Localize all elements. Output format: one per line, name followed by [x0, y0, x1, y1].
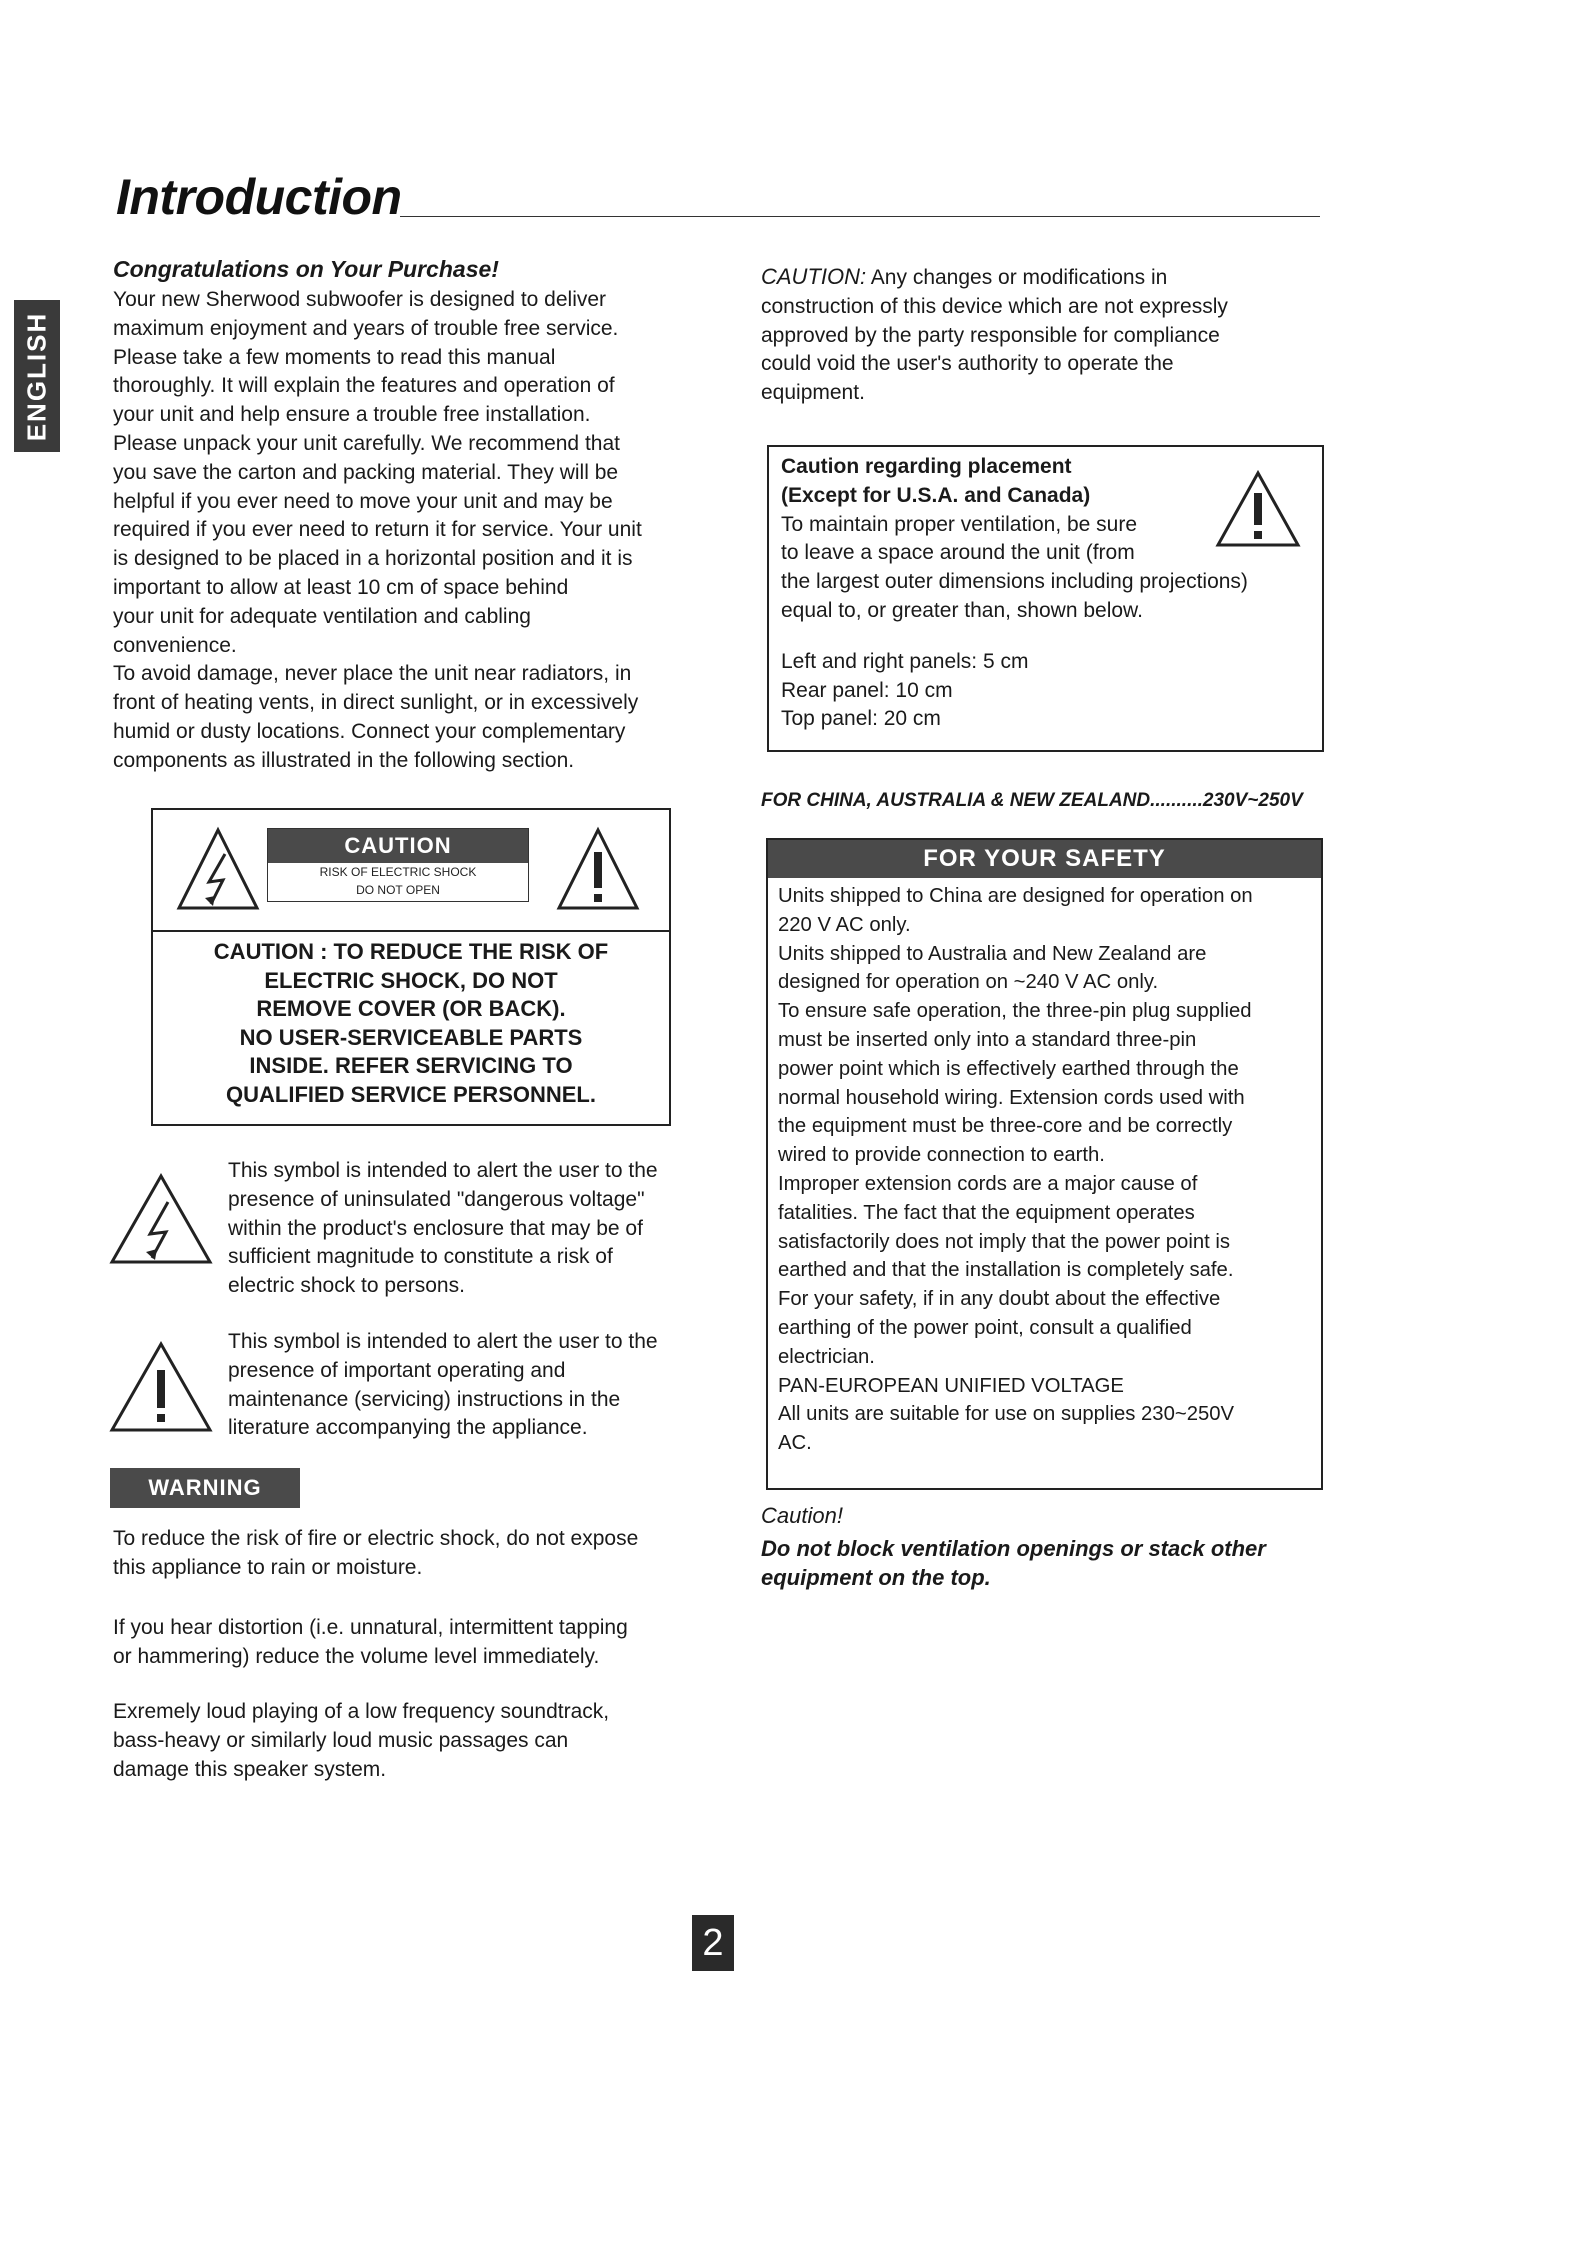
warning-line: If you hear distortion (i.e. unnatural, intermittent tapping — [113, 1616, 628, 1639]
symbol2-line: literature accompanying the appliance. — [228, 1416, 588, 1440]
exclamation-symbol-icon — [108, 1340, 214, 1434]
placement-dim: Left and right panels: 5 cm — [781, 649, 1029, 673]
exclamation-warning-icon — [555, 826, 641, 912]
safety-line: the equipment must be three-core and be correctly — [778, 1115, 1233, 1138]
intro-text — [113, 286, 723, 776]
warning-paragraph-1 — [113, 1525, 723, 1583]
warning-line: or hammering) reduce the volume level immediately. — [113, 1644, 600, 1668]
safety-line: All units are suitable for use on supplies 230~250V — [778, 1403, 1235, 1426]
intro-line: required if you ever need to return it for service. Your unit — [113, 518, 642, 542]
caution-text-line: INSIDE. REFER SERVICING TO — [249, 1053, 573, 1078]
placement-line: to leave a space around the unit (from — [781, 541, 1135, 565]
intro-line: you save the carton and packing material. They will be — [113, 460, 619, 484]
placement-line: To maintain proper ventilation, be sure — [781, 512, 1138, 536]
safety-line: PAN-EUROPEAN UNIFIED VOLTAGE — [778, 1374, 1124, 1397]
page-title: Introduction — [116, 169, 402, 225]
safety-line: Units shipped to Australia and New Zealand are — [778, 942, 1207, 965]
safety-box — [766, 838, 1323, 1490]
intro-line: Your new Sherwood subwoofer is designed to deliver — [113, 288, 607, 311]
placement-dim: Top panel: 20 cm — [781, 707, 941, 731]
intro-line: components as illustrated in the following section. — [113, 748, 575, 772]
intro-line: humid or dusty locations. Connect your complementary — [113, 719, 626, 743]
symbol2-text — [228, 1328, 728, 1443]
symbol1-text — [228, 1157, 728, 1301]
intro-line: To avoid damage, never place the unit near radiators, in — [113, 662, 632, 686]
lightning-warning-icon — [175, 826, 261, 912]
intro-line: thoroughly. It will explain the features and operation of — [113, 374, 615, 398]
symbol1-line: presence of uninsulated "dangerous voltage" — [228, 1187, 645, 1211]
caution-text-line: REMOVE COVER (OR BACK). — [256, 996, 566, 1021]
intro-line: your unit for adequate ventilation and cabling — [113, 604, 531, 628]
safety-line: earthing of the power point, consult a qualified — [778, 1316, 1192, 1339]
language-tab-label: ENGLISH — [21, 311, 52, 441]
safety-title: FOR YOUR SAFETY — [768, 840, 1321, 878]
safety-line: Improper extension cords are a major cause of — [778, 1172, 1198, 1195]
intro-line: is designed to be placed in a horizontal position and it is — [113, 547, 633, 571]
symbol2-line: presence of important operating and — [228, 1358, 566, 1382]
page-number: 2 — [692, 1915, 734, 1971]
safety-line: normal household wiring. Extension cords used with — [778, 1086, 1245, 1109]
symbol1-line: electric shock to persons. — [228, 1274, 465, 1298]
intro-line: Please take a few moments to read this manual — [113, 345, 556, 369]
warning-line: this appliance to rain or moisture. — [113, 1555, 423, 1579]
language-tab — [14, 300, 60, 452]
intro-line: Please unpack your unit carefully. We recommend that — [113, 431, 620, 455]
safety-line: fatalities. The fact that the equipment operates — [778, 1201, 1195, 1224]
fcc-caution — [761, 263, 1321, 408]
fcc-caution-line: could void the user's authority to operate the — [761, 352, 1174, 376]
final-caution-line: equipment on the top. — [761, 1564, 991, 1590]
caution-text-line: CAUTION : TO REDUCE THE RISK OF — [213, 939, 609, 964]
warning-line: To reduce the risk of fire or electric shock, do not expose — [113, 1527, 639, 1550]
caution-text-line: ELECTRIC SHOCK, DO NOT — [264, 967, 558, 993]
intro-line: your unit and help ensure a trouble free installation. — [113, 403, 591, 427]
intro-line: maximum enjoyment and years of trouble free service. — [113, 316, 619, 340]
warning-paragraph-3 — [113, 1698, 723, 1784]
safety-line: For your safety, if in any doubt about the effective — [778, 1288, 1221, 1311]
caution-text-line: NO USER-SERVICEABLE PARTS — [239, 1024, 583, 1050]
safety-line: power point which is effectively earthed through the — [778, 1057, 1239, 1080]
region-voltage-line: FOR CHINA, AUSTRALIA & NEW ZEALAND..........230V~250V — [761, 790, 1303, 811]
intro-line: convenience. — [113, 633, 237, 657]
placement-heading-2: (Except for U.S.A. and Canada) — [781, 483, 1091, 507]
safety-line: electrician. — [778, 1345, 875, 1368]
warning-line: bass-heavy or similarly loud music passages can — [113, 1728, 569, 1752]
fcc-caution-line: equipment. — [761, 381, 865, 405]
caution-label — [267, 828, 529, 902]
final-caution — [761, 1503, 1321, 1593]
placement-line: equal to, or greater than, shown below. — [781, 598, 1143, 622]
fcc-caution-line-1 — [761, 263, 1321, 293]
fcc-caution-prefix: CAUTION: — [761, 264, 867, 289]
safety-line: must be inserted only into a standard three-pin — [778, 1028, 1197, 1051]
symbol1-line: within the product's enclosure that may be of — [228, 1216, 643, 1240]
warning-paragraph-2 — [113, 1614, 723, 1672]
safety-line: wired to provide connection to earth. — [778, 1144, 1105, 1167]
safety-line: AC. — [778, 1432, 812, 1455]
final-caution-line: Do not block ventilation openings or stack other — [761, 1536, 1266, 1561]
final-caution-heading: Caution! — [761, 1503, 843, 1528]
safety-line: earthed and that the installation is completely safe. — [778, 1259, 1234, 1282]
caution-label-line2: DO NOT OPEN — [356, 883, 440, 897]
caution-text — [153, 938, 669, 1109]
shock-caution-box — [151, 808, 671, 1126]
caution-text-line: QUALIFIED SERVICE PERSONNEL. — [226, 1081, 596, 1107]
caution-label-line1: RISK OF ELECTRIC SHOCK — [319, 865, 477, 879]
safety-line: Units shipped to China are designed for operation on — [778, 885, 1253, 907]
fcc-caution-line: approved by the party responsible for compliance — [761, 323, 1220, 347]
warning-line: damage this speaker system. — [113, 1757, 387, 1781]
placement-dim: Rear panel: 10 cm — [781, 678, 953, 702]
exclamation-placement-icon — [1214, 469, 1302, 549]
symbol1-line: sufficient magnitude to constitute a risk of — [228, 1245, 613, 1269]
fcc-caution-line: construction of this device which are not expressly — [761, 294, 1228, 318]
symbol2-line: maintenance (servicing) instructions in the — [228, 1387, 621, 1411]
intro-line: helpful if you ever need to move your unit and may be — [113, 489, 613, 513]
intro-line: important to allow at least 10 cm of space behind — [113, 575, 569, 599]
safety-line: satisfactorily does not imply that the power point is — [778, 1230, 1231, 1253]
safety-body — [768, 878, 1321, 1458]
safety-line: To ensure safe operation, the three-pin plug supplied — [778, 1000, 1252, 1023]
symbol2-line: This symbol is intended to alert the user to the — [228, 1330, 658, 1353]
fcc-caution-first: Any changes or modifications in — [866, 266, 1168, 289]
title-rule — [400, 216, 1320, 217]
congrats-heading: Congratulations on Your Purchase! — [113, 256, 499, 282]
lightning-symbol-icon — [108, 1172, 214, 1266]
caution-label-title: CAUTION — [268, 829, 528, 863]
caution-divider — [153, 930, 669, 932]
congrats-section — [113, 256, 723, 776]
symbol1-line: This symbol is intended to alert the user to the — [228, 1159, 658, 1182]
safety-line: 220 V AC only. — [778, 913, 911, 936]
warning-label: WARNING — [110, 1468, 300, 1508]
placement-heading-1: Caution regarding placement — [781, 455, 1072, 478]
warning-line: Exremely loud playing of a low frequency soundtrack, — [113, 1700, 610, 1723]
placement-line: the largest outer dimensions including projections) — [781, 570, 1248, 594]
placement-box — [767, 445, 1324, 752]
intro-line: front of heating vents, in direct sunlight, or in excessively — [113, 691, 639, 715]
safety-line: designed for operation on ~240 V AC only. — [778, 971, 1159, 994]
